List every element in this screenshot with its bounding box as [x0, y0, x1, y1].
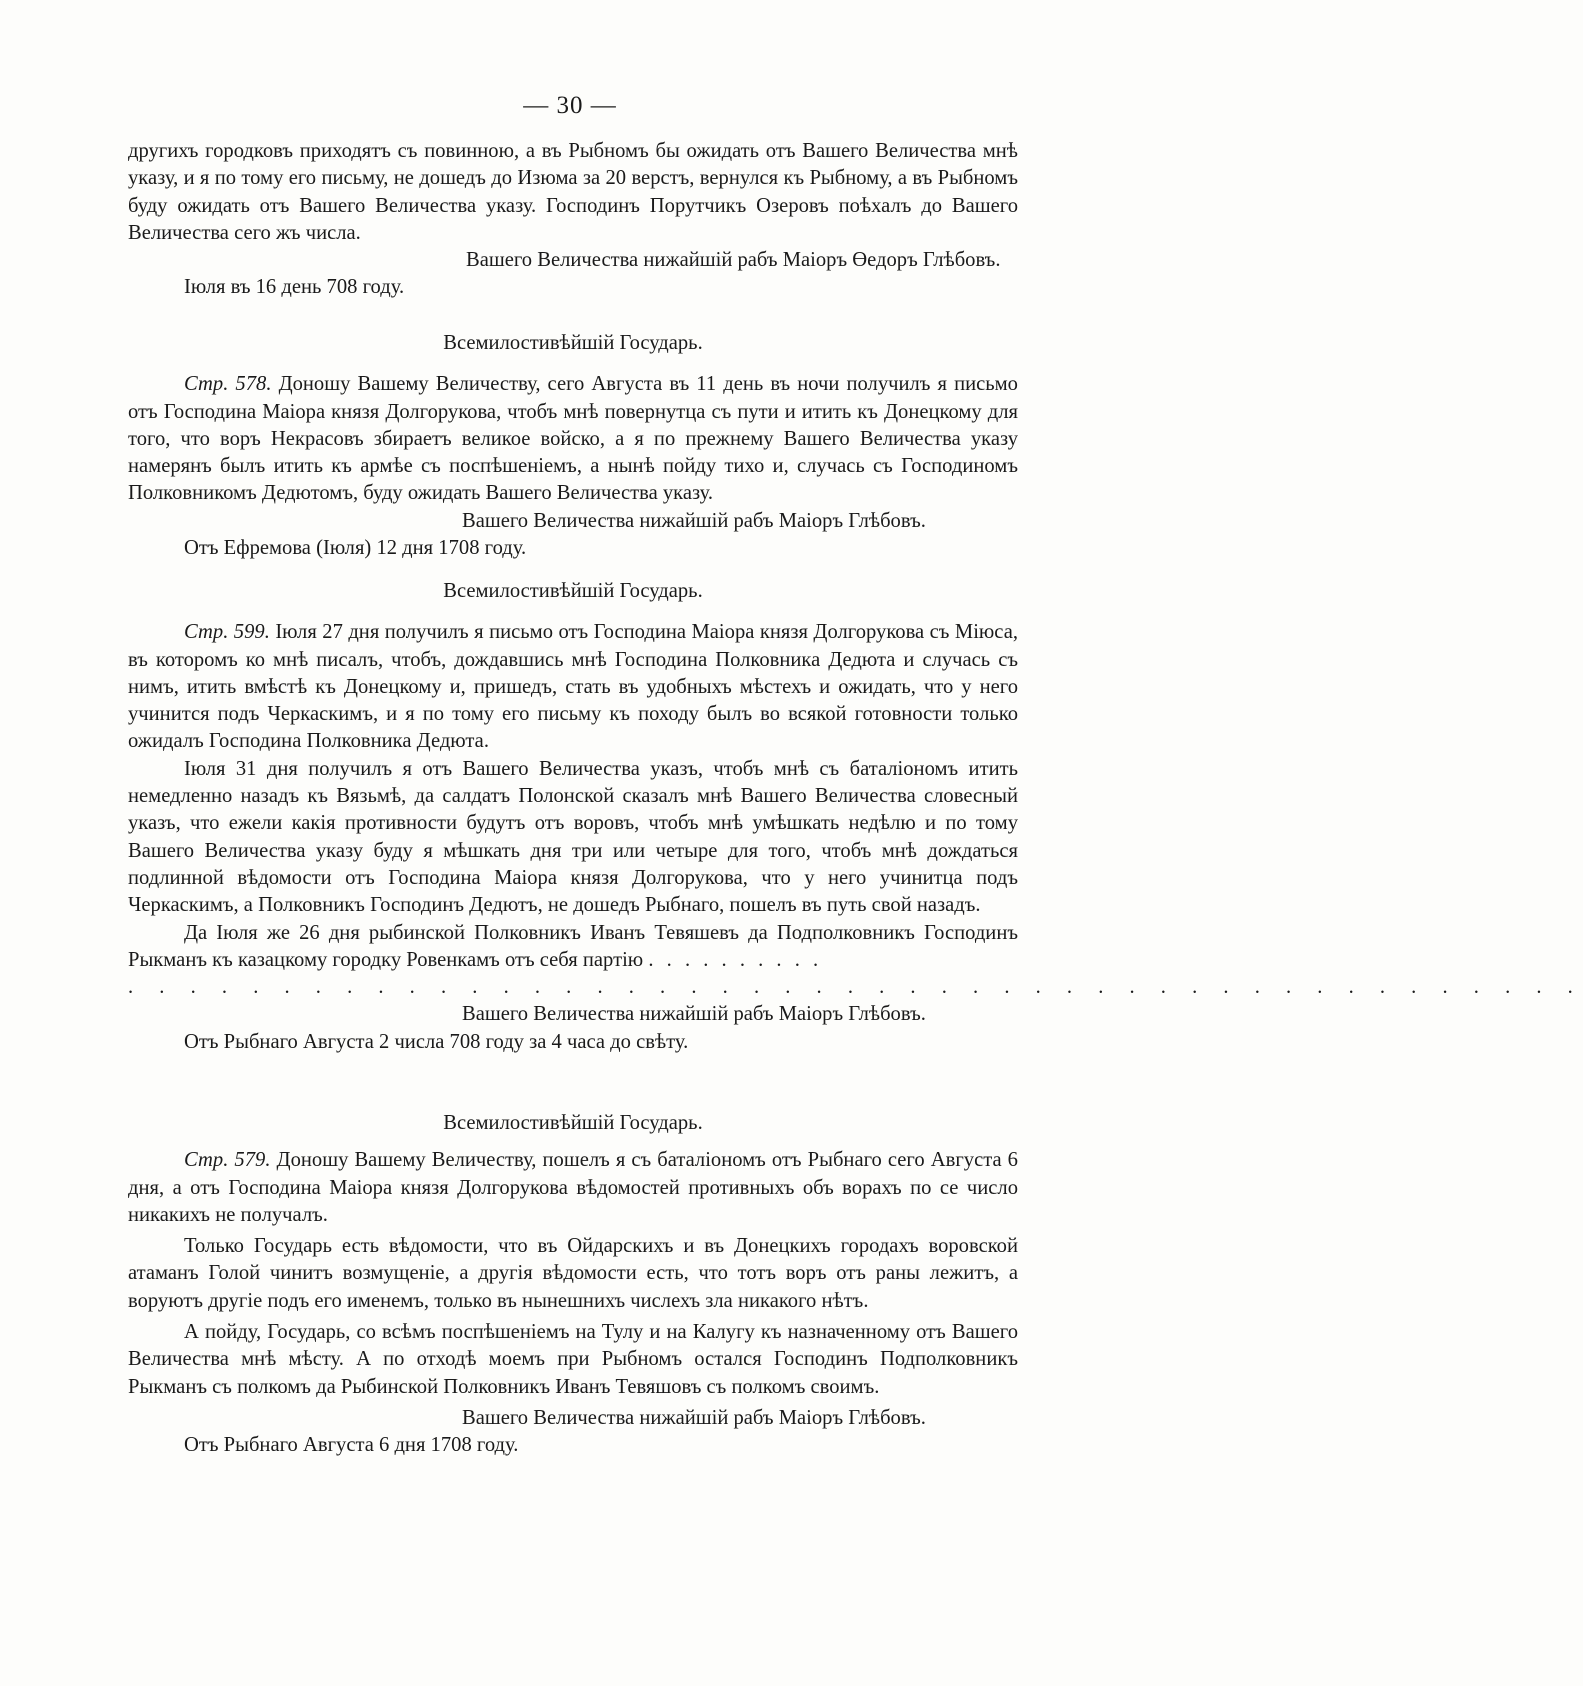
letter-2: [128, 330, 1018, 562]
letter-2-paragraph: [128, 371, 1018, 507]
letter-4-date: Отъ Рыбнаго Августа 6 дня 1708 году.: [184, 1434, 519, 1457]
letter-3-ellipsis: . . . . . . . . . .: [648, 948, 823, 971]
letter-1: [128, 138, 1018, 302]
letter-2-signature: Вашего Величества нижайшій рабъ Маіоръ Глѣбовъ.: [462, 509, 926, 532]
letter-2-paragraph-text: Доношу Вашему Величеству, сего Августа въ 11 день въ ночи получилъ я письмо отъ Господина Маіора князя Долгорукова, чтобъ мнѣ повернутца съ пути и итить къ Донецкому для того, что воръ Некрасовъ збираетъ великое войско, а я по прежнему Вашего Величества указу намерянъ былъ итить къ армѣе съ поспѣшеніемъ, а нынѣ пойду тихо и, случась съ Господиномъ Полковникомъ Дедютомъ, буду ожидать Вашего Величества указу.: [128, 373, 1018, 505]
page-number: — 30 —: [523, 92, 617, 119]
letter-4-paragraph-1: [128, 1147, 1018, 1229]
letter-3-paragraph-3: [128, 920, 1018, 975]
letter-4-paragraph-2: Только Государь есть вѣдомости, что въ Ойдарскихъ и въ Донецкихъ городахъ воровской атаманъ Голой чинитъ возмущеніе, а другія вѣдомости есть, что тотъ воръ отъ раны лежитъ, а воруютъ другіе подъ его именемъ, только въ нынешнихъ числехъ зла никакого нѣтъ.: [128, 1235, 1018, 1312]
letter-3-page-reference: Стр. 599.: [184, 621, 270, 644]
letter-3-date: Отъ Рыбнаго Августа 2 числа 708 году за 4 часа до свѣту.: [184, 1030, 689, 1053]
letter-3-ellipsis-line: . . . . . . . . . . . . . . . . . . . . . . . . . . . . . . . . . . . . . . . . . . . . . . .: [128, 976, 1583, 999]
letter-4-salutation: Всемилостивѣйшій Государь.: [443, 1112, 703, 1134]
letter-2-salutation: Всемилостивѣйшій Государь.: [443, 332, 703, 354]
letter-4-page-reference: Стр. 579.: [184, 1149, 271, 1172]
letter-2-page-reference: Стр. 578.: [184, 373, 272, 396]
letter-1-paragraph: другихъ городковъ приходятъ съ повинною, а въ Рыбномъ бы ожидать отъ Вашего Величества мнѣ указу, и я по тому его письму, не дошедъ до Изюма за 20 верстъ, вернулся къ Рыбному, а въ Рыбномъ буду ожидать отъ Вашего Величества указу. Господинъ Порутчикъ Озеровъ поѣхалъ до Вашего Величества сего жъ числа.: [128, 140, 1018, 244]
letter-3-salutation: Всемилостивѣйшій Государь.: [443, 580, 703, 602]
letter-1-date: Іюля въ 16 день 708 году.: [184, 276, 405, 299]
letter-3-paragraph-2: Іюля 31 дня получилъ я отъ Вашего Величества указъ, чтобъ мнѣ съ баталіономъ итить немедленно назадъ къ Вязьмѣ, да салдатъ Полонской сказалъ мнѣ Вашего Величества словесный указъ, что ежели какія противности будутъ отъ воровъ, чтобъ мнѣ умѣшкать недѣлю и по тому Вашего Величества указу буду я мѣшкать дня три или четыре для того, чтобъ мнѣ дождаться подлинной вѣдомости отъ Господина Маіора князя Долгорукова, что у него учинитца подъ Черкаскимъ, а Полковникъ Господинъ Дедютъ, не дошедъ Рыбнаго, пошелъ въ путь свой назадъ.: [128, 757, 1018, 917]
letter-4-paragraph-1-text: Доношу Вашему Величеству, пошелъ я съ баталіономъ отъ Рыбнаго сего Августа 6 дня, а отъ Господина Маіора князя Долгорукова вѣдомостей противныхъ объ ворахъ по се число никакихъ не получалъ.: [128, 1149, 1018, 1226]
letter-3-paragraph-1-text: Іюля 27 дня получилъ я письмо отъ Господина Маіора князя Долгорукова съ Міюса, въ которомъ ко мнѣ писалъ, чтобъ, дождавшись мнѣ Господина Полковника Дедюта и случась съ нимъ, итить вмѣстѣ къ Донецкому и, пришедъ, стать въ удобныхъ мѣстехъ и ожидать, что у него учинится подъ Черкаскимъ, и я по тому его письму къ походу былъ во всякой готовности только ожидалъ Господина Полковника Дедюта.: [128, 621, 1018, 753]
letter-4: [128, 1110, 1018, 1460]
letter-3-signature: Вашего Величества нижайшій рабъ Маіоръ Глѣбовъ.: [462, 1003, 926, 1026]
letter-3: [128, 578, 1583, 1056]
letter-4-paragraph-3: А пойду, Государь, со всѣмъ поспѣшеніемъ на Тулу и на Калугу къ назначенному отъ Вашего Величества мнѣ мѣсту. А по отходѣ моемъ при Рыбномъ остался Господинъ Подполковникъ Рыкманъ съ полкомъ да Рыбинской Полковникъ Иванъ Тевяшовъ съ полкомъ своимъ.: [128, 1321, 1018, 1398]
letter-1-signature: Вашего Величества нижайшій рабъ Маіоръ Өедоръ Глѣбовъ.: [466, 249, 1001, 272]
letter-3-paragraph-3-text: Да Іюля же 26 дня рыбинской Полковникъ Иванъ Тевяшевъ да Подполковникъ Господинъ Рыкманъ къ казацкому городку Ровенкамъ отъ себя партію: [128, 921, 1018, 971]
letter-4-signature: Вашего Величества нижайшій рабъ Маіоръ Глѣбовъ.: [462, 1406, 926, 1429]
letter-3-paragraph-1: [128, 619, 1018, 755]
letter-2-date: Отъ Ефремова (Іюля) 12 дня 1708 году.: [184, 537, 527, 560]
